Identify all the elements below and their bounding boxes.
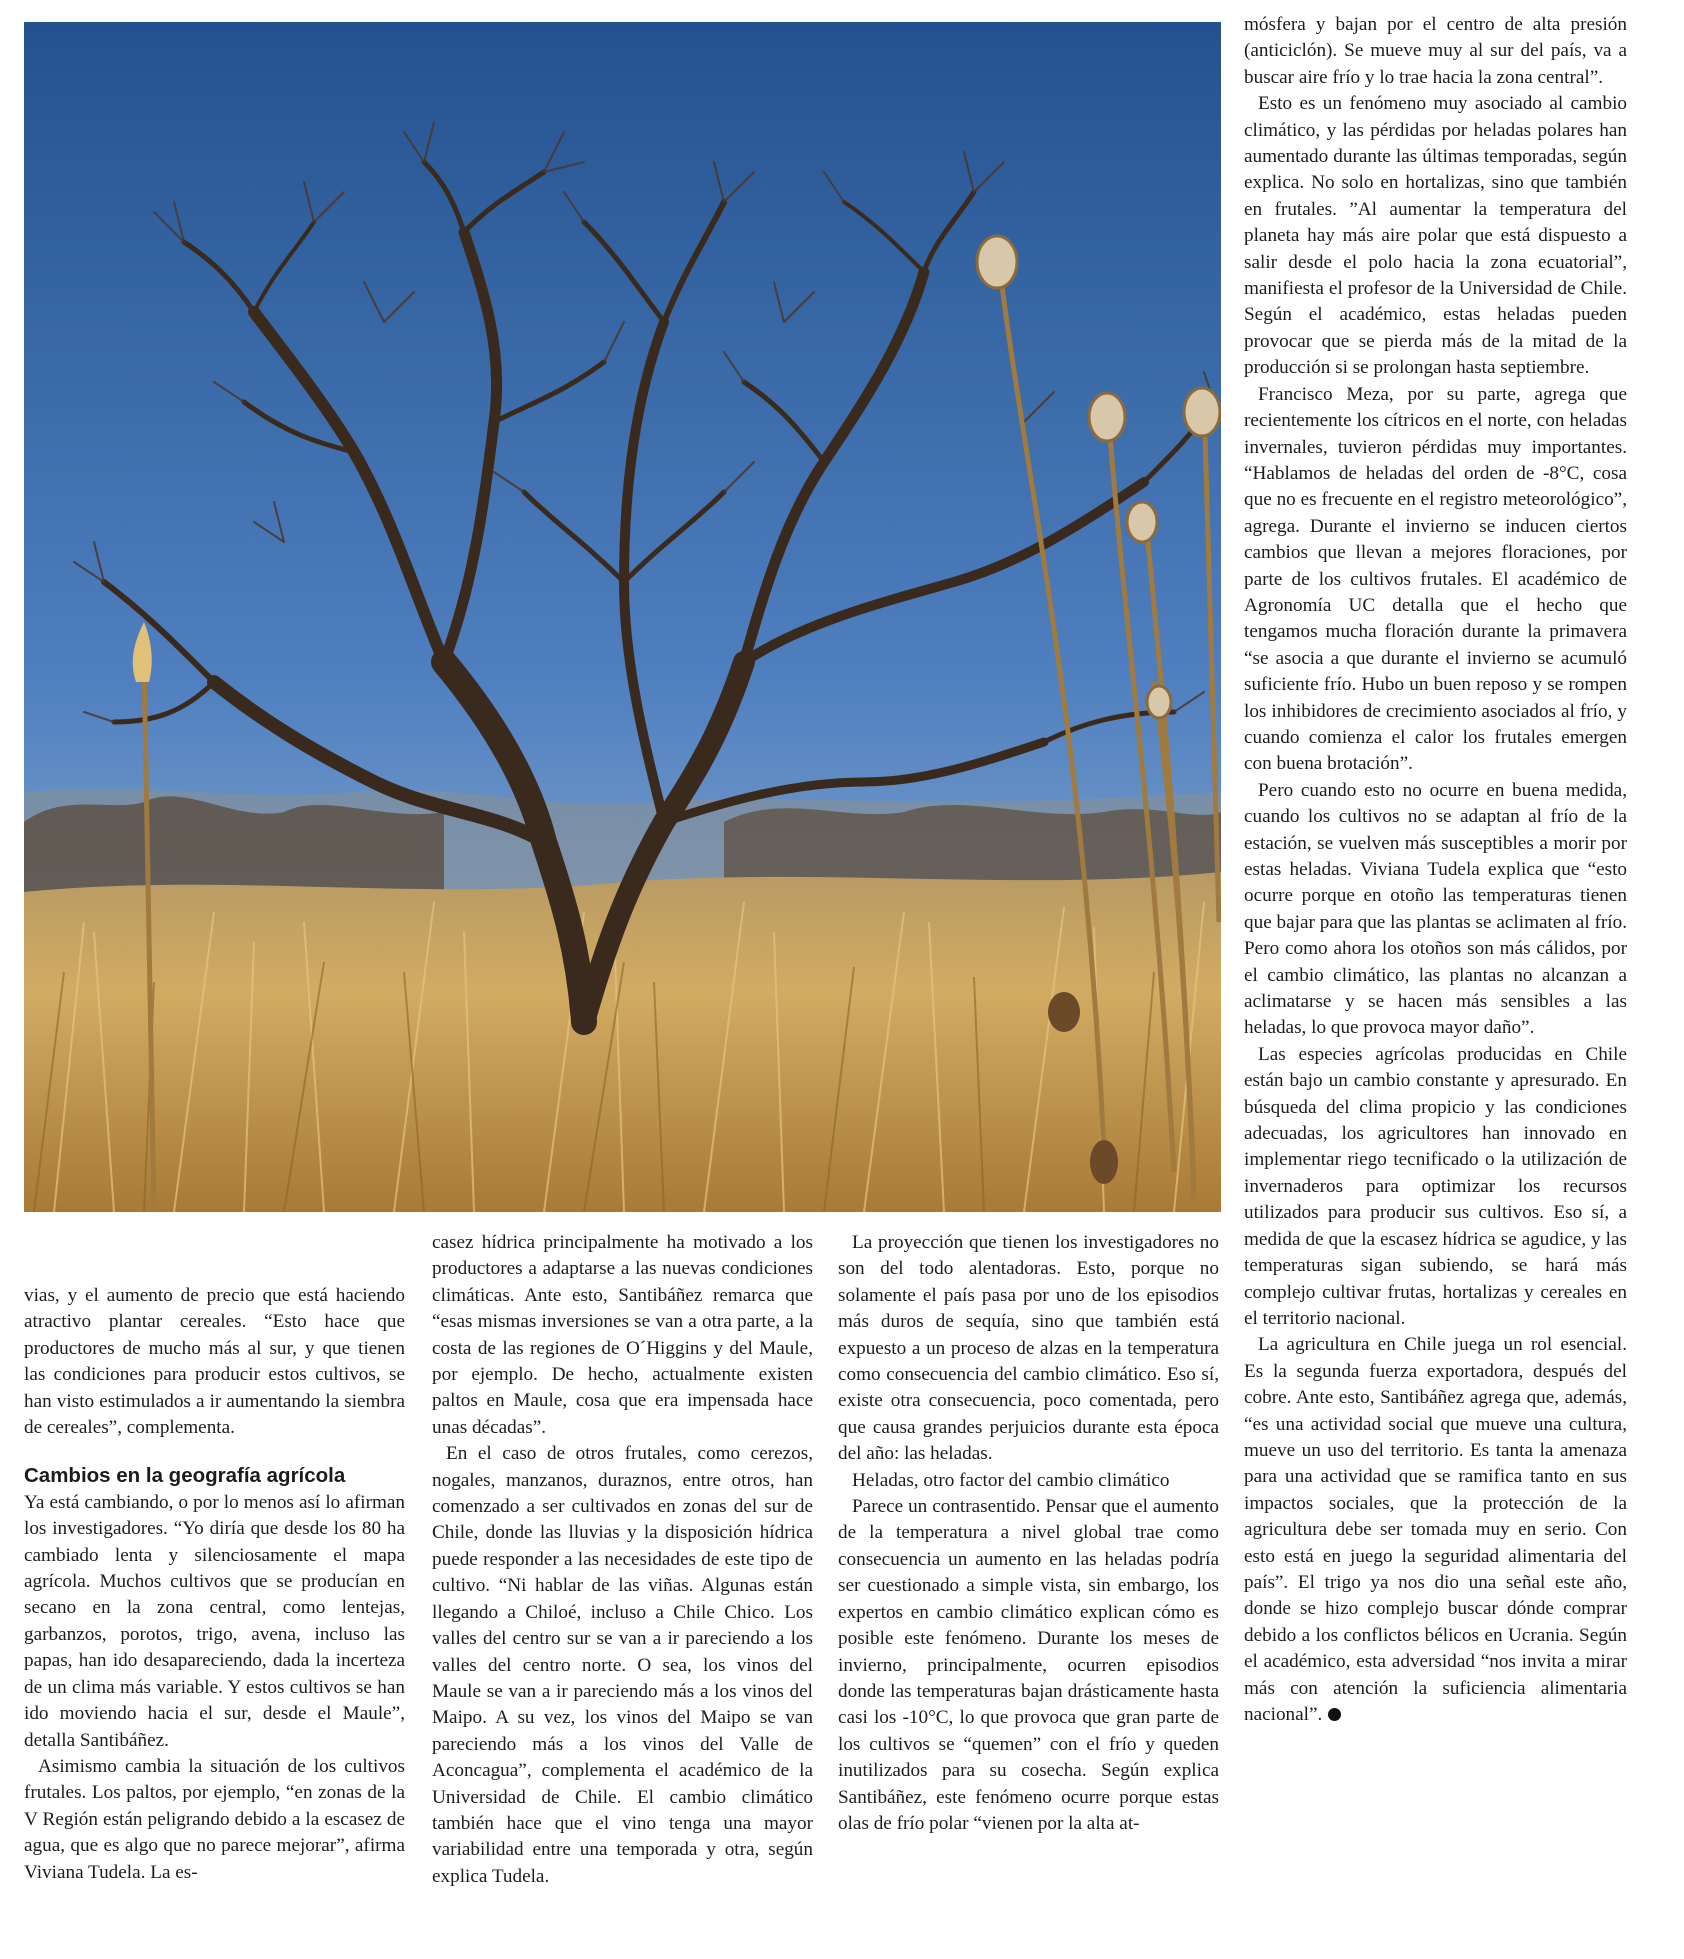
column-2: [432, 1230, 813, 1890]
col4-paragraph-1: mósfera y bajan por el centro de alta presión (anticiclón). Se mueve muy al sur del país, va a buscar aire frío y lo trae hacia la zona central”.: [1244, 14, 1627, 88]
section-heading: Cambios en la geografía agrícola: [24, 1464, 346, 1488]
col1-paragraph-3: Asimismo cambia la situación de los cultivos frutales. Los paltos, por ejemplo, “en zonas de la V Región están peligrando debido a la escasez de agua, que es algo que no parece mejorar”, afirma Viviana Tudela. La es-: [24, 1755, 405, 1883]
col4-paragraph-2: Esto es un fenómeno muy asociado al cambio climático, y las pérdidas por heladas polares han aumentado durante las últimas temporadas, según explica. No solo en hortalizas, sino que también en frutales. ”Al aumentar la temperatura del planeta hay más aire polar que está dispuesto a salir desde el polo hacia la zona ecuatorial”, manifiesta el profesor de la Universidad de Chile. Según el académico, estas heladas pueden provocar que se pierda más de la mitad de la producción si se prolongan hasta septiembre.: [1244, 93, 1627, 379]
col1-paragraph-2: Ya está cambiando, o por lo menos así lo afirman los investigadores. “Yo diría que desde los 80 ha cambiado lenta y silenciosamente el mapa agrícola. Muchos cultivos que se producían en secano en la zona central, como lentejas, garbanzos, porotos, trigo, avena, incluso las papas, han ido desapareciendo, dada la incerteza de un clima más variable. Y estos cultivos se han ido moviendo hacia el sur, desde el Maule”, detalla Santibáñez.: [24, 1491, 405, 1751]
col4-paragraph-6-text: La agricultura en Chile juega un rol esencial. Es la segunda fuerza exportadora, después del cobre. Ante esto, Santibáñez agrega que, además, “es una actividad social que mueve una cultura, mueve un uso del territorio. Es tanta la amenaza para una actividad que se ramifica tanto en sus impactos sociales, que la protección de la agricultura debe ser tomada muy en serio. Con esto está en juego la seguridad alimentaria del país”. El trigo ya nos dio una señal este año, donde se hizo complejo buscar dónde comprar debido a los conflictos bélicos en Ucrania. Según el académico, esta adversidad “nos invita a mirar más con atención la suficiencia alimentaria nacional”.: [1244, 1334, 1627, 1725]
column-1: [24, 1283, 405, 1886]
col4-paragraph-3: Francisco Meza, por su parte, agrega que recientemente los cítricos en el norte, con heladas invernales, tuvieron pérdidas muy importantes. “Hablamos de heladas del orden de -8°C, cosa que no es frecuente en el registro meteorológico”, agrega. Durante el invierno se inducen ciertos cambios que llevan a mejores floraciones, por parte de los cultivos frutales. El académico de Agronomía UC detalla que el hecho que tengamos mucha floración durante la primavera “se asocia a que durante el invierno se acumuló suficiente frío. Hubo un buen reposo y se rompen los inhibidores de crecimiento asociados al frío, y cuando comienza el calor los frutales emergen con buena brotación”.: [1244, 383, 1627, 775]
column-4: [1244, 12, 1627, 1728]
col4-paragraph-5: Las especies agrícolas producidas en Chile están bajo un cambio constante y apresurado. En búsqueda del clima propicio y las condiciones adecuadas, los agricultores han innovado en implementar riego tecnificado o la utilización de invernaderos para optimizar los recursos utilizados para producir sus cultivos. Eso sí, a medida de que la escasez hídrica se agudice, y las temperaturas sigan subiendo, se hará más complejo cultivar frutas, hortalizas y cereales en el territorio nacional.: [1244, 1043, 1627, 1329]
article-photo: [24, 22, 1221, 1212]
end-of-article-dot-icon: [1328, 1708, 1341, 1721]
col4-paragraph-6: [1244, 1332, 1627, 1728]
col3-subheading: Heladas, otro factor del cambio climático: [852, 1469, 1170, 1491]
dry-tree-photo: [24, 22, 1221, 1212]
col4-paragraph-4: Pero cuando esto no ocurre en buena medida, cuando los cultivos no se adaptan al frío de la estación, se vuelven más susceptibles a morir por estas heladas. Viviana Tudela explica que “esto ocurre porque en otoño las temperaturas tienen que bajar para que las plantas se aclimaten al frío. Pero como ahora los otoños son más cálidos, por el cambio climático, las plantas no alcanzan a aclimatarse y se hacen más sensibles a las heladas, lo que provoca mayor daño”.: [1244, 779, 1627, 1039]
col2-paragraph-2: En el caso de otros frutales, como cerezos, nogales, manzanos, duraznos, entre otros, han comenzado a ser cultivados en zonas del sur de Chile, donde las lluvias y la disposición hídrica puede responder a las necesidades de este tipo de cultivo. “Ni hablar de las viñas. Algunas están llegando a Chiloé, incluso a Chile Chico. Los valles del centro sur se van a ir pareciendo a los valles del centro norte. O sea, los vinos del Maule se van a ir pareciendo más a los vinos del Maipo. A su vez, los vinos del Maipo se van pareciendo más a los vinos del Valle de Aconcagua”, complementa el académico de la Universidad de Chile. El cambio climático también hace que el vino tenga una mayor variabilidad entre una temporada y otra, según explica Tudela.: [432, 1443, 813, 1887]
col1-paragraph-1: vias, y el aumento de precio que está haciendo atractivo plantar cereales. “Esto hace que productores de mucho más al sur, y que tienen las condiciones para producir estos cultivos, se han visto estimulados a ir aumentando la siembra de cereales”, complementa.: [24, 1285, 405, 1439]
column-3: [838, 1230, 1219, 1837]
col3-paragraph-2: Parece un contrasentido. Pensar que el aumento de la temperatura a nivel global trae como consecuencia un aumento en las heladas podría ser cuestionado a simple vista, sin embargo, los expertos en cambio climático explican cómo es posible este fenómeno. Durante los meses de invierno, principalmente, ocurren episodios donde las temperaturas bajan drásticamente hasta casi los -10°C, lo que provoca que gran parte de los cultivos se “quemen” con el frío y queden inutilizados para su cosecha. Según explica Santibáñez, este fenómeno ocurre porque estas olas de frío polar “vienen por la alta at-: [838, 1496, 1219, 1834]
col3-paragraph-1: La proyección que tienen los investigadores no son del todo alentadoras. Esto, porque no solamente el país pasa por uno de los episodios más duros de sequía, sino que también está expuesto a un proceso de alzas en la temperatura como consecuencia del cambio climático. Eso sí, existe otra consecuencia, poco comentada, pero que causa grandes perjuicios durante esta época del año: las heladas.: [838, 1232, 1219, 1465]
col2-paragraph-1: casez hídrica principalmente ha motivado a los productores a adaptarse a las nuevas condiciones climáticas. Ante esto, Santibáñez remarca que “esas mismas inversiones se van a otra parte, a la costa de las regiones de O´Higgins y del Maule, por ejemplo. De hecho, actualmente existen paltos en Maule, cosa que era impensada hace unas décadas”.: [432, 1232, 813, 1438]
